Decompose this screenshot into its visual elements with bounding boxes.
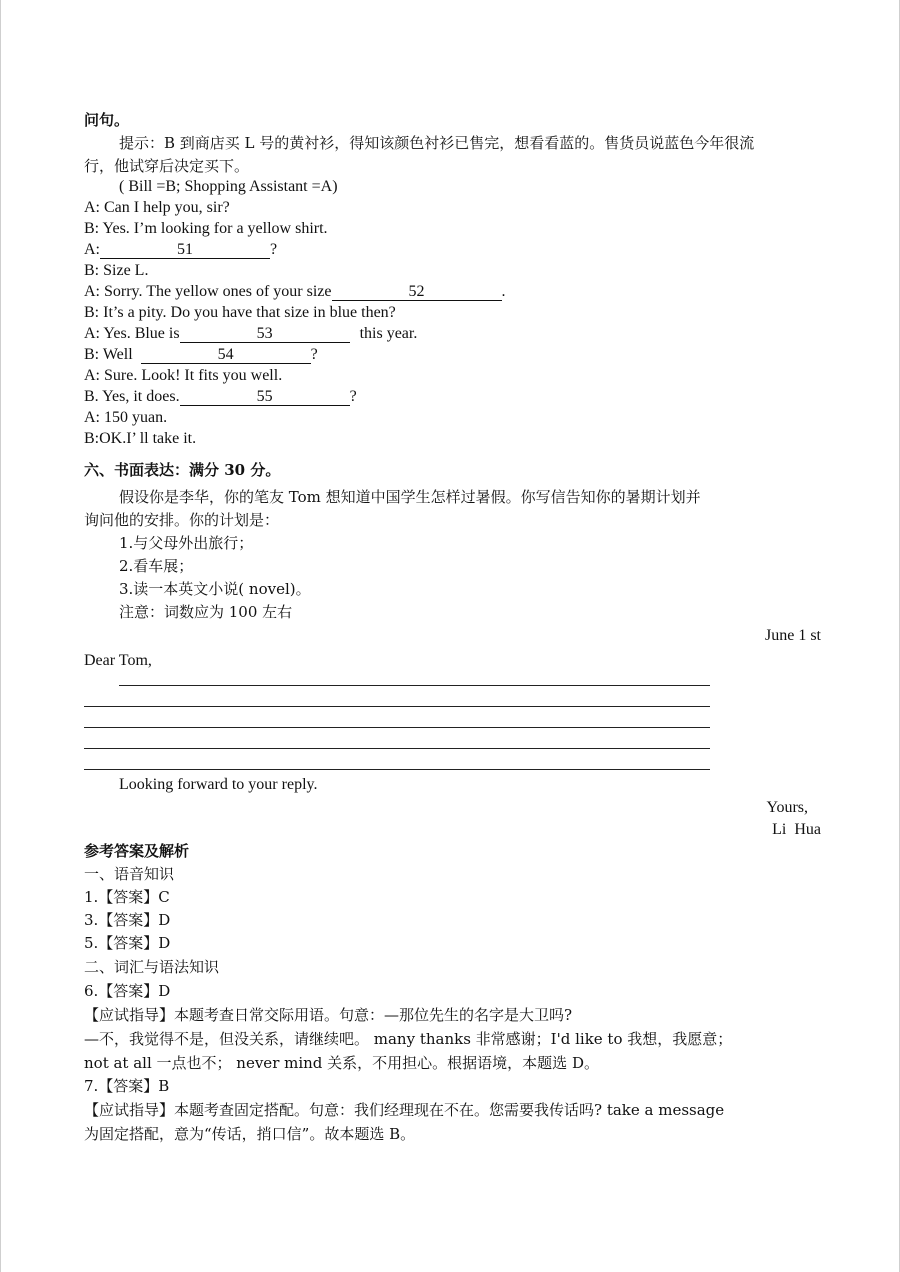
answer-1: 1.【答案】C xyxy=(84,888,170,906)
dialogue-line-3-start: A: xyxy=(84,241,100,258)
dialogue-line-3 xyxy=(84,240,277,260)
writing-line[interactable] xyxy=(84,706,710,707)
dialogue-line-7-end: this year. xyxy=(359,325,418,342)
dialogue-line-5 xyxy=(84,282,506,302)
answer-6: 6.【答案】D xyxy=(84,982,171,1000)
dialogue-line-9: A: Sure. Look! It fits you well. xyxy=(84,367,283,384)
guide-6-line-3: not at all 一点也不； never mind 关系，不用担心。根据语境，本题选 D。 xyxy=(84,1054,599,1072)
plan-item-3: 3.读一本英文小说( novel)。 xyxy=(119,580,311,598)
letter-greeting: Dear Tom, xyxy=(84,652,152,669)
dialogue-line-8-start: B: Well xyxy=(84,346,133,363)
writing-line[interactable] xyxy=(84,769,710,770)
blank-53[interactable]: 53 xyxy=(180,325,350,343)
word-count-note: 注意：词数应为 100 左右 xyxy=(119,603,293,621)
guide-6-line-1: 【应试指导】本题考查日常交际用语。句意：—那位先生的名字是大卫吗? xyxy=(84,1006,573,1024)
blank-55[interactable]: 55 xyxy=(180,388,350,406)
dialogue-line-11: A: 150 yuan. xyxy=(84,409,168,426)
dialogue-line-10 xyxy=(84,387,357,407)
writing-prompt-line-2: 询问他的安排。你的计划是： xyxy=(84,511,280,529)
dialogue-line-3-end: ? xyxy=(270,241,278,258)
roles-line: ( Bill =B; Shopping Assistant =A) xyxy=(119,178,338,195)
dialogue-line-6: B: It’s a pity. Do you have that size in blue then? xyxy=(84,304,396,321)
plan-item-1: 1.与父母外出旅行； xyxy=(119,534,254,552)
writing-heading: 六、书面表达：满分 30 分。 xyxy=(84,461,281,479)
writing-line[interactable] xyxy=(84,727,710,728)
dialogue-line-10-end: ? xyxy=(349,388,357,405)
dialogue-line-12: B:OK.I’ ll take it. xyxy=(84,430,197,447)
blank-54[interactable]: 54 xyxy=(141,346,311,364)
letter-date: June 1 st xyxy=(765,627,821,644)
dialogue-line-4: B: Size L. xyxy=(84,262,149,279)
dialogue-line-1: A: Can I help you, sir? xyxy=(84,199,230,216)
dialogue-heading: 问句。 xyxy=(84,111,130,129)
dialogue-line-7-start: A: Yes. Blue is xyxy=(84,325,180,342)
writing-line[interactable] xyxy=(119,685,710,686)
answers-heading: 参考答案及解析 xyxy=(84,842,190,860)
dialogue-line-7 xyxy=(84,324,417,344)
writing-prompt-line-1: 假设你是李华，你的笔友 Tom 想知道中国学生怎样过暑假。你写信告知你的暑期计划并 xyxy=(119,488,701,506)
answers-part-2: 二、词汇与语法知识 xyxy=(84,958,220,976)
letter-signoff: Yours, xyxy=(766,799,808,816)
dialogue-line-5-end: . xyxy=(501,283,506,300)
answers-part-1: 一、语音知识 xyxy=(84,865,175,883)
dialogue-line-2: B: Yes. I’m looking for a yellow shirt. xyxy=(84,220,328,237)
writing-line[interactable] xyxy=(84,748,710,749)
guide-7-line-2: 为固定搭配，意为“传话，捎口信”。故本题选 B。 xyxy=(84,1125,416,1143)
blank-52[interactable]: 52 xyxy=(332,283,502,301)
guide-7-line-1: 【应试指导】本题考查固定搭配。句意：我们经理现在不在。您需要我传话吗? take a message xyxy=(84,1101,725,1119)
dialogue-line-5-start: A: Sorry. The yellow ones of your size xyxy=(84,283,332,300)
hint-line-2: 行，他试穿后决定买下。 xyxy=(84,157,250,175)
answer-3: 3.【答案】D xyxy=(84,911,171,929)
letter-closing: Looking forward to your reply. xyxy=(119,776,318,793)
page-edge-left xyxy=(0,0,1,1272)
answer-5: 5.【答案】D xyxy=(84,934,171,952)
dialogue-line-10-start: B. Yes, it does. xyxy=(84,388,180,405)
letter-signature: Li Hua xyxy=(772,821,821,838)
hint-line-1: 提示：B 到商店买 L 号的黄衬衫，得知该颜色衬衫已售完，想看看蓝的。售货员说蓝色今年很流 xyxy=(119,134,755,152)
dialogue-line-8-end: ? xyxy=(310,346,318,363)
blank-51[interactable]: 51 xyxy=(100,241,270,259)
answer-7: 7.【答案】B xyxy=(84,1077,170,1095)
dialogue-line-8 xyxy=(84,345,318,365)
plan-item-2: 2.看车展； xyxy=(119,557,194,575)
guide-6-line-2: —不，我觉得不是，但没关系，请继续吧。 many thanks 非常感谢；I'd like to 我想，我愿意； xyxy=(84,1030,733,1048)
